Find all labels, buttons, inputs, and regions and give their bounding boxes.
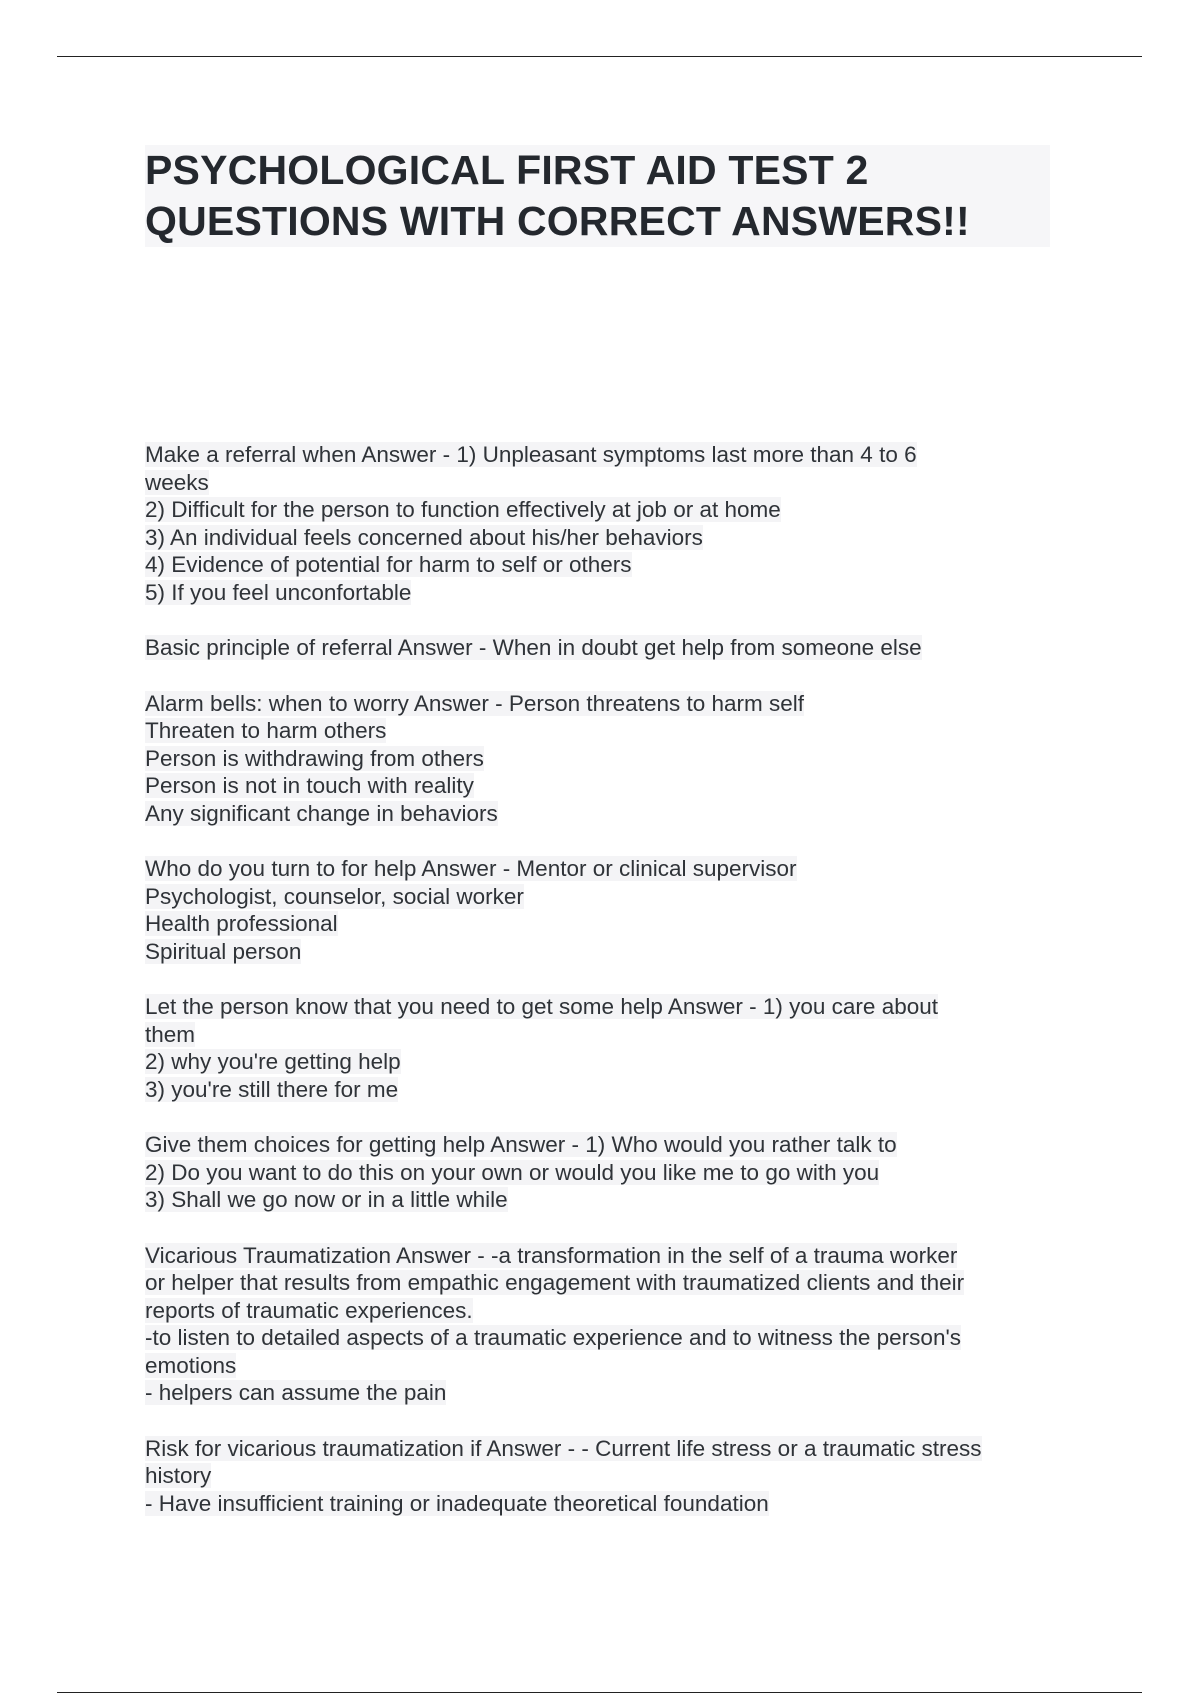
text-line: Basic principle of referral Answer - When in doubt get help from someone else (145, 635, 922, 660)
text-line: Give them choices for getting help Answer - 1) Who would you rather talk to (145, 1132, 897, 1157)
text-line: Threaten to harm others (145, 718, 387, 743)
text-line: Alarm bells: when to worry Answer - Person threatens to harm self (145, 690, 805, 716)
text-line: 4) Evidence of potential for harm to self or others (145, 552, 632, 577)
text-line: 3) Shall we go now or in a little while (145, 1187, 508, 1212)
text-line: Vicarious Traumatization Answer - -a transformation in the self of a trauma worker (145, 1242, 958, 1268)
top-divider (57, 56, 1142, 57)
text-line: Psychologist, counselor, social worker (145, 883, 524, 909)
text-line: reports of traumatic experiences. (145, 1297, 473, 1323)
text-line: or helper that results from empathic engagement with traumatized clients and their (145, 1270, 965, 1295)
qa-list (145, 441, 1055, 1545)
qa-item-basic-principle (145, 634, 1055, 662)
title-line-1: PSYCHOLOGICAL FIRST AID TEST 2 (145, 145, 1050, 196)
qa-item-alarm-bells (145, 690, 1055, 828)
text-line: 3) An individual feels concerned about his/her behaviors (145, 524, 703, 550)
qa-item-give-choices (145, 1131, 1055, 1214)
text-line: Who do you turn to for help Answer - Mentor or clinical supervisor (145, 856, 797, 881)
text-line: Make a referral when Answer - 1) Unpleasant symptoms last more than 4 to 6 (145, 442, 917, 467)
bottom-divider (57, 1692, 1142, 1693)
text-line: them (145, 1021, 196, 1047)
text-line: 3) you're still there for me (145, 1076, 399, 1102)
text-line: 2) Difficult for the person to function effectively at job or at home (145, 497, 781, 522)
text-line: weeks (145, 469, 209, 495)
qa-item-vicarious-traumatization (145, 1242, 1055, 1407)
text-line: Spiritual person (145, 938, 302, 964)
qa-item-who-to-turn-to (145, 855, 1055, 965)
title-line-2: QUESTIONS WITH CORRECT ANSWERS!! (145, 196, 1050, 247)
text-line: history (145, 1463, 212, 1488)
text-line: - Have insufficient training or inadequate theoretical foundation (145, 1490, 769, 1516)
text-line: 2) why you're getting help (145, 1049, 401, 1074)
text-line: 5) If you feel unconfortable (145, 579, 412, 605)
qa-item-let-person-know (145, 993, 1055, 1103)
text-line: Person is not in touch with reality (145, 773, 474, 798)
text-line: Let the person know that you need to get some help Answer - 1) you care about (145, 994, 938, 1019)
text-line: Person is withdrawing from others (145, 745, 484, 771)
text-line: emotions (145, 1352, 237, 1378)
text-line: -to listen to detailed aspects of a traumatic experience and to witness the person's (145, 1325, 961, 1350)
qa-item-referral (145, 441, 1055, 606)
document-title (145, 145, 1050, 247)
text-line: - helpers can assume the pain (145, 1380, 447, 1405)
text-line: 2) Do you want to do this on your own or would you like me to go with you (145, 1159, 880, 1185)
qa-item-risk-vicarious (145, 1435, 1055, 1518)
text-line: Risk for vicarious traumatization if Answer - - Current life stress or a traumatic stress (145, 1435, 982, 1461)
text-line: Health professional (145, 911, 338, 936)
text-line: Any significant change in behaviors (145, 800, 498, 826)
